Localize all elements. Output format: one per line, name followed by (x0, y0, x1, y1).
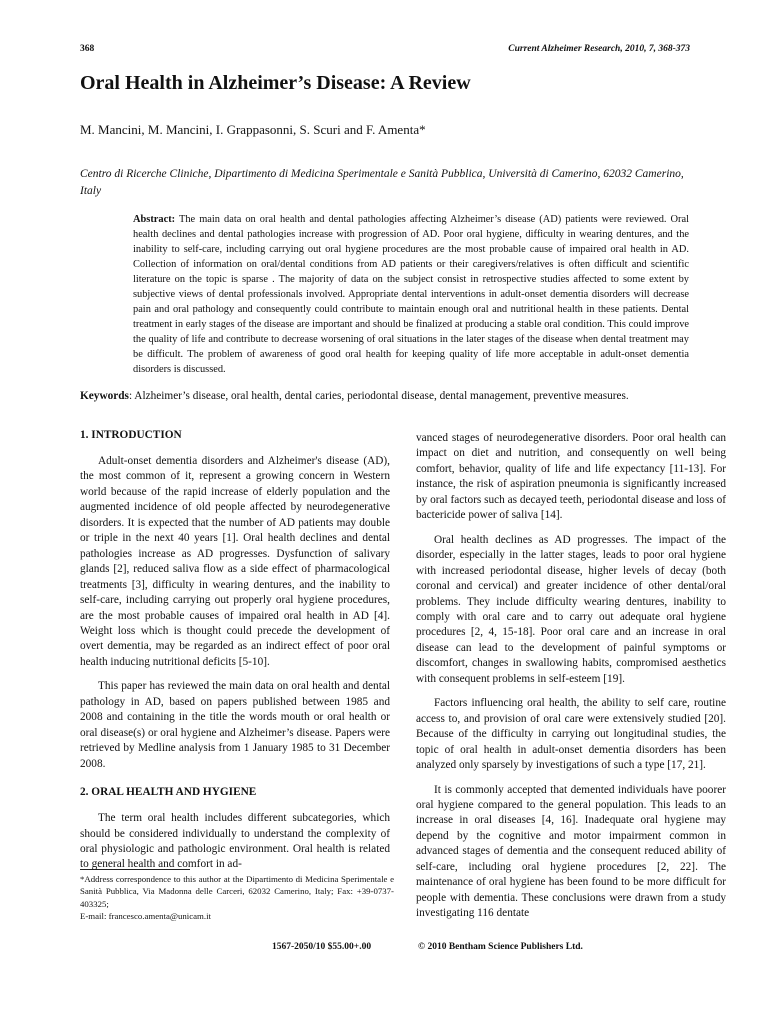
keywords-label: Keywords (80, 390, 129, 402)
footnote-address: *Address correspondence to this author at the Dipartimento di Medicina Sperimentale e Sanità Pubblica, Via Madonna delle Carceri, 62032 Camerino, Italy; Fax: +39-0737-403325; (80, 874, 394, 909)
paragraph: Oral health declines as AD progresses. The impact of the disorder, especially in the latter stages, leads to poor oral hygiene with increased periodontal disease, higher levels of decay (both coronal and cervical) and greater incidence of other dental/oral problems. They include difficulty wearing dentures, inability to comply with oral care and to carry out adequate oral hygiene procedures [2, 4, 15-18]. Poor oral care and an increase in oral disease can lead to the development of painful symptoms or discomfort, changes in swallowing habits, compromised aesthetics with consequent problems in self-esteem [19]. (416, 533, 726, 685)
paragraph: This paper has reviewed the main data on oral health and dental pathology in AD, based on papers published between 1985 and 2008 and containing in the title the words mouth or oral health or oral disease(s) or oral hygiene and Alzheimer’s disease. Papers were retrieved by Medline analysis from 1 January 1985 to 31 December 2008. (80, 680, 390, 770)
section-heading-oral-health: 2. ORAL HEALTH AND HYGIENE (80, 786, 257, 799)
footnote-email: E-mail: francesco.amenta@unicam.it (80, 910, 211, 921)
paragraph: Factors influencing oral health, the ability to self care, routine access to, and provision of oral care were extensively studied [20]. Because of the difficulty in carrying out longitudinal studies, the topic of oral health in adult-onset dementia disorders has been analyzed only sparsely by investigations of such a type [17, 21]. (416, 697, 726, 772)
right-column (416, 431, 726, 931)
abstract-label: Abstract: (133, 214, 176, 225)
page-number: 368 (80, 44, 95, 54)
keywords-text: : Alzheimer’s disease, oral health, dental caries, periodontal disease, dental management, preventive measures. (128, 390, 629, 402)
keywords (80, 390, 694, 402)
abstract (133, 212, 689, 378)
paragraph: It is commonly accepted that demented individuals have poorer oral hygiene compared to the general population. This leads to an increase in oral diseases [4, 16]. Inadequate oral hygiene may depend by the cognitive and motor impairment common in advanced stages of dementia and the consequent reduced ability of self-care, including oral hygiene procedures [2, 22]. The maintenance of oral hygiene has been found to be more difficult for people with dementia. These conclusions were drawn from a study investigating 116 dentate (416, 783, 726, 920)
affiliation: Centro di Ricerche Cliniche, Dipartimento di Medicina Sperimentale e Sanità Pubblica, Università di Camerino, 62032 Camerino, Italy (80, 168, 684, 197)
copyright: © 2010 Bentham Science Publishers Ltd. (418, 942, 583, 952)
paragraph: vanced stages of neurodegenerative disorders. Poor oral health can impact on diet and nutrition, and consequently on well being comfort, behavior, quality of life and life expectancy [11-13]. For instance, the risk of aspiration pneumonia is significantly increased by oral factors such as decayed teeth, periodontal disease and loss of bactericide power of saliva [14]. (416, 432, 726, 522)
paragraph: The term oral health includes different subcategories, which should be considered individually to understand the complexity of oral physiologic and pathologic environment. Oral health is related to general health and comfort in ad- (80, 812, 390, 871)
article-title: Oral Health in Alzheimer’s Disease: A Review (80, 72, 471, 94)
abstract-text: The main data on oral health and dental pathologies affecting Alzheimer’s disease (AD) patients were reviewed. Oral health declines and dental pathologies increase with progression of AD. Poor oral hygiene, difficulty in wearing dentures, and the inability to self-care, including carrying out oral hygiene procedures are the most probable cause of impaired oral health in AD. Collection of information on oral/dental conditions from AD patients or their caregivers/relatives is often difficult and scientific literature on the topic is sparse . The majority of data on the subject consist in retrospective studies affected to some extent by subjective views of dental professionals involved. Appropriate dental interventions in adult-onset dementia disorders will decrease pain and oral pathology and consequently could contribute to maintain enough oral and nutritional health in these patients. Dental treatment in early stages of the disease are important and should be finalized at producing a stable oral condition. This could improve the quality of life and contribute to decrease worsening of oral situations in the later stages of the disease when dental treatment may be difficult. The problem of awareness of good oral health for keeping quality of life more acceptable in adult-onset dementia disorders is discussed. (133, 214, 689, 376)
journal-citation: Current Alzheimer Research, 2010, 7, 368-373 (508, 44, 690, 54)
left-column (80, 428, 390, 882)
paragraph: Adult-onset dementia disorders and Alzheimer's disease (AD), the most common of it, represent a growing concern in Western world because of the rapid increase of elderly population and the augmented incidence of old people affected by neurodegenerative disorders. It is expected that the number of AD patients may double or triple in the next 40 years [1]. Oral health declines and dental pathologies increase as AD progresses. Dysfunction of salivary glands [2], reduced saliva flow as a side effect of pharmacological treatments [3], difficulty in wearing dentures, and the inability to self-care, including carrying out properly oral hygiene procedures, are the most probable causes of impaired oral health in AD [4]. Weight loss which is thought could precede the development of overt dementia, may be regarded as an indirect effect of poor oral health inducing nutritional deficits [5-10]. (80, 455, 390, 668)
footnote-divider (80, 869, 190, 870)
correspondence-footnote (80, 873, 394, 922)
section-heading-introduction: 1. INTRODUCTION (80, 429, 182, 441)
author-list: M. Mancini, M. Mancini, I. Grappasonni, S. Scuri and F. Amenta* (80, 122, 426, 137)
issn-price: 1567-2050/10 $55.00+.00 (272, 942, 372, 952)
